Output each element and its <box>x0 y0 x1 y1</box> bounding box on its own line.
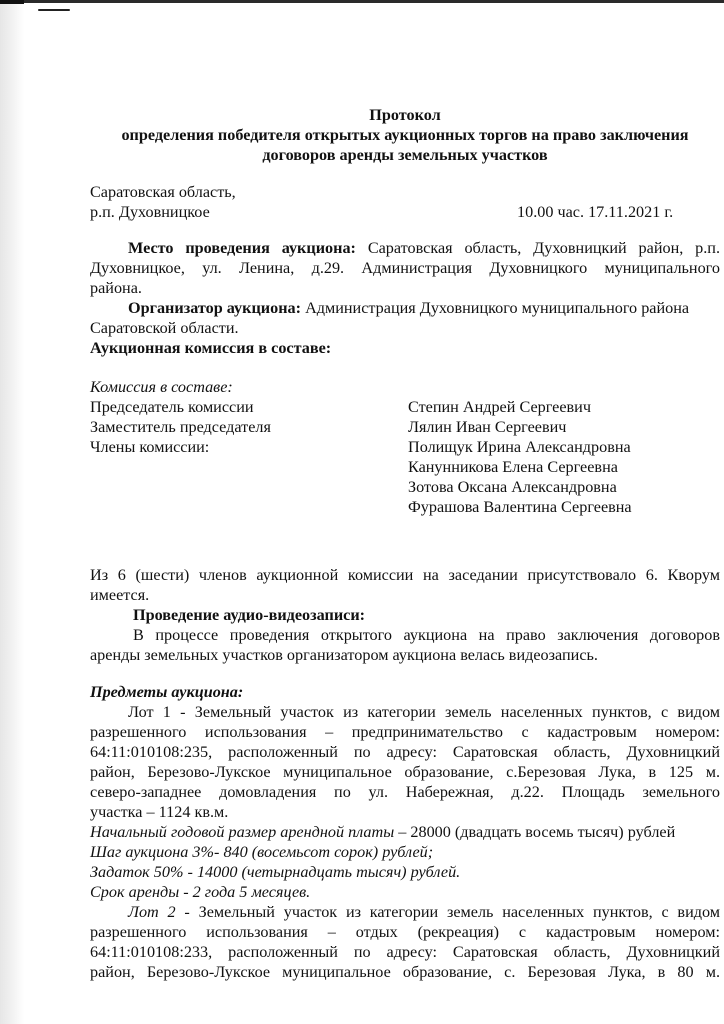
scan-artifact-line <box>38 9 70 11</box>
member-name: Зотова Оксана Александровна <box>408 478 617 496</box>
lot2-label: Лот 2 <box>128 903 176 921</box>
role-deputy: Заместитель председателя <box>90 418 271 436</box>
organizer-line-2: Саратовской области. <box>90 319 239 337</box>
lot1-rent <box>90 822 675 842</box>
role-members: Члены комиссии: <box>90 438 210 456</box>
lot1-deposit: Задаток 50% - 14000 (четырнадцать тысяч) рублей. <box>90 863 461 881</box>
organizer-line-1 <box>128 298 689 318</box>
recording-line-2: аренды земельных участков организатором аукциона велась видеозапись. <box>90 646 598 664</box>
commission-heading: Аукционная комиссия в составе: <box>90 339 332 357</box>
lot2-line: 64:11:010108:233, расположенный по адресу: Саратовская область, Духовницкий <box>90 943 720 961</box>
doc-title: Протокол <box>369 106 441 124</box>
quorum-line-1: Из 6 (шести) членов аукционной комиссии на заседании присутствовало 6. Кворум <box>90 566 720 584</box>
doc-subtitle-1: определения победителя открытых аукционных торгов на право заключения <box>121 126 689 144</box>
role-chair: Председатель комиссии <box>90 398 254 416</box>
recording-line-1: В процессе проведения открытого аукциона на право заключения договоров <box>133 626 720 644</box>
lot1-term: Срок аренды - 2 года 5 месяцев. <box>90 883 311 901</box>
lot2-line: разрешенного использования – отдых (рекреация) с кадастровым номером: <box>90 923 720 941</box>
lot2-line: район, Березово-Лукское муниципальное образование, с. Березовая Лука, в 80 м. <box>90 963 720 981</box>
place-settlement: р.п. Духовницкое <box>90 203 210 221</box>
venue-text: Саратовская область, Духовницкий район, р.п. <box>367 239 721 257</box>
place-region: Саратовская область, <box>90 183 236 201</box>
commission-subheading: Комиссия в составе: <box>90 378 233 396</box>
organizer-text: Администрация Духовницкого муниципального района <box>305 299 690 317</box>
lot1-line: Лот 1 - Земельный участок из категории земель населенных пунктов, с видом <box>128 703 720 721</box>
scan-left-edge <box>0 0 24 1024</box>
member-name: Канунникова Елена Сергеевна <box>408 458 618 476</box>
lot1-line: северо-западнее домовладения по ул. Набережная, д.22. Площадь земельного <box>90 783 720 801</box>
doc-subtitle-2: договоров аренды земельных участков <box>262 146 548 164</box>
member-name: Лялин Иван Сергеевич <box>408 418 567 436</box>
member-name: Степин Андрей Сергеевич <box>408 398 591 416</box>
venue-line-1 <box>128 238 720 258</box>
recording-heading: Проведение аудио-видеозаписи: <box>133 606 366 624</box>
organizer-label: Организатор аукциона: <box>128 299 302 317</box>
lot1-line: разрешенного использования – предпринимательство с кадастровым номером: <box>90 723 720 741</box>
lot1-line: участка – 1124 кв.м. <box>90 803 229 821</box>
lot1-line: 64:11:010108:235, расположенный по адресу: Саратовская область, Духовницкий <box>90 743 720 761</box>
lot2-line-1-text: - Земельный участок из категории земель населенных пунктов, с видом <box>175 903 720 921</box>
venue-label: Место проведения аукциона: <box>128 239 356 257</box>
scan-corner-mark <box>0 0 24 4</box>
venue-line-2: Духовницкое, ул. Ленина, д.29. Администрация Духовницкого муниципального <box>90 259 720 277</box>
lot1-rent-label: Начальный годовой размер арендной платы <box>90 823 395 841</box>
scan-top-edge <box>0 0 724 3</box>
venue-line-3: района. <box>90 279 142 297</box>
lot2-line-1 <box>128 902 720 922</box>
lot1-line: район, Березово-Лукское муниципальное образование, с.Березовая Лука, в 125 м. <box>90 763 720 781</box>
lot1-step: Шаг аукциона 3%- 840 (восемьсот сорок) рублей; <box>90 843 434 861</box>
meeting-datetime: 10.00 час. 17.11.2021 г. <box>517 203 674 221</box>
subjects-heading: Предметы аукциона: <box>90 683 244 701</box>
member-name: Фурашова Валентина Сергеевна <box>408 498 632 516</box>
quorum-line-2: имеется. <box>90 586 150 604</box>
member-name: Полищук Ирина Александровна <box>408 438 631 456</box>
lot1-rent-value: – 28000 (двадцать восемь тысяч) рублей <box>394 823 676 841</box>
